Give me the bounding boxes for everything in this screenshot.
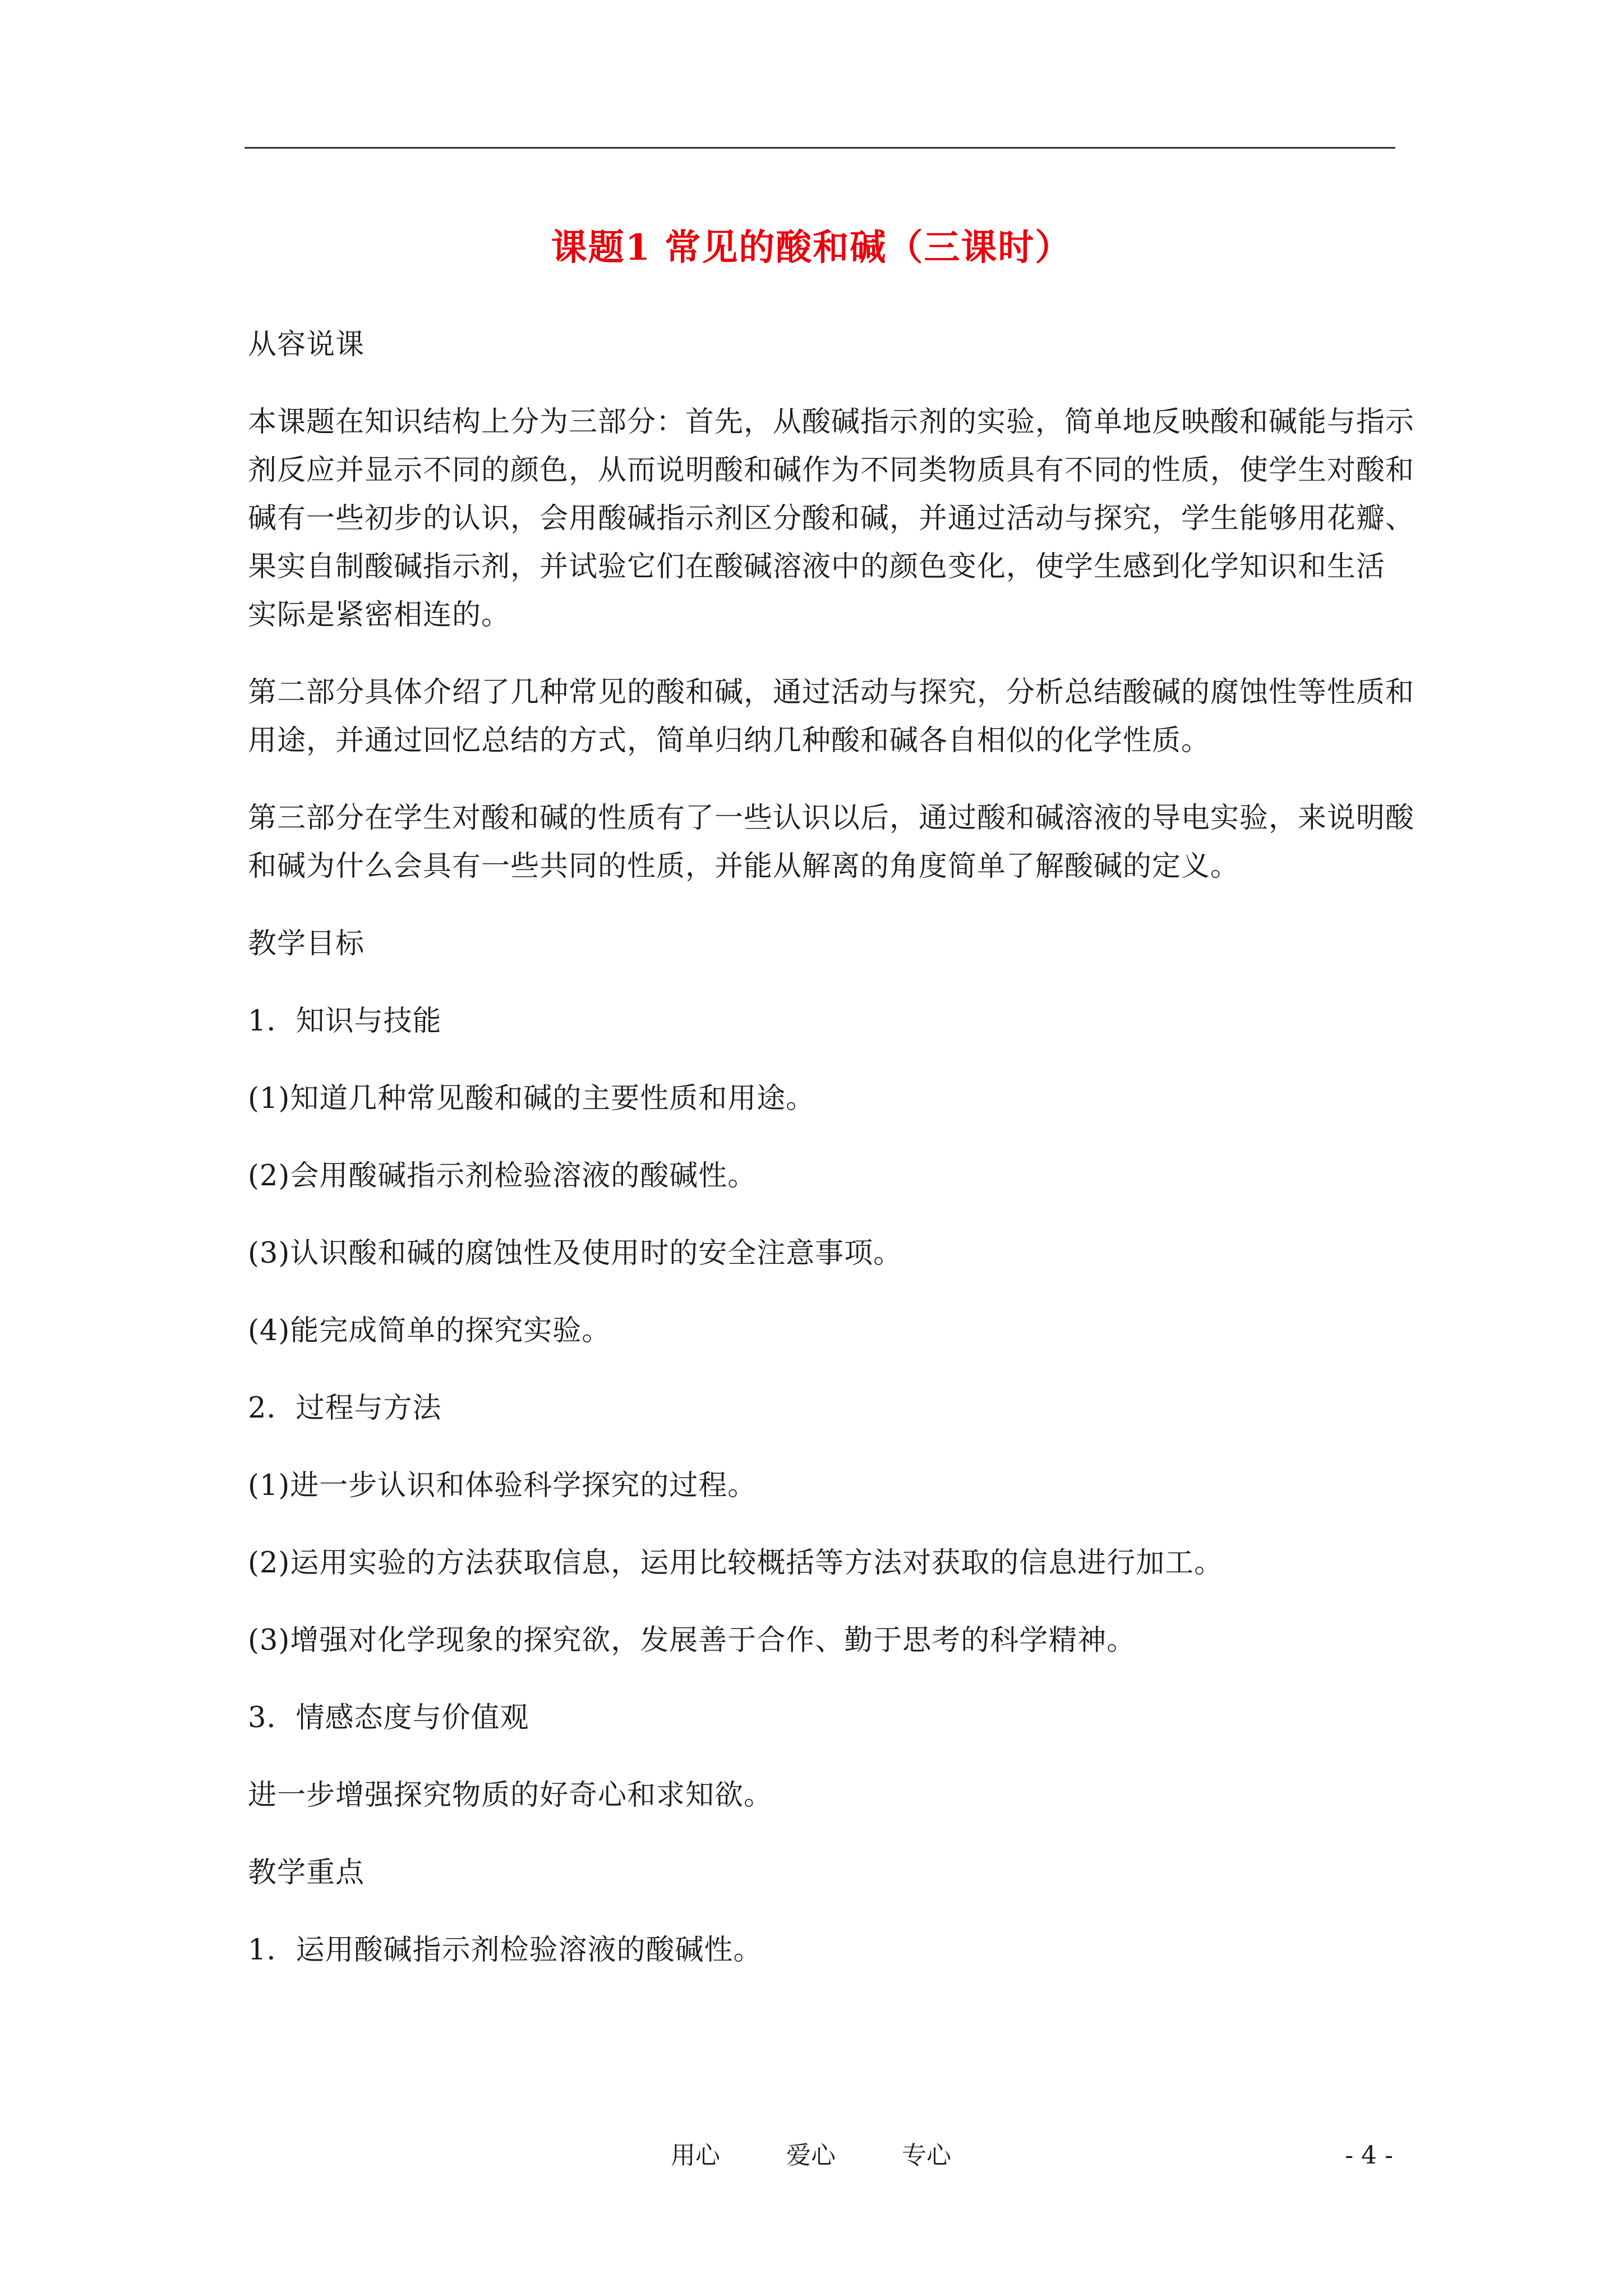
page-footer [0, 2136, 1623, 2175]
list-item: (3)增强对化学现象的探究欲，发展善于合作、勤于思考的科学精神。 [248, 1624, 1136, 1657]
text-line: 第三部分在学生对酸和碱的性质有了一些认识以后，通过酸和碱溶液的导电实验，来说明酸 [248, 802, 1415, 835]
subheading-attitudes-values: 3．情感态度与价值观 [248, 1701, 529, 1734]
paragraph-3 [248, 794, 1415, 891]
text-line: 第二部分具体介绍了几种常见的酸和碱，通过活动与探究，分析总结酸碱的腐蚀性等性质和 [248, 676, 1415, 709]
paragraph-1 [248, 398, 1415, 639]
footer-motto-word: 专心 [902, 2141, 951, 2170]
list-item: (1)知道几种常见酸和碱的主要性质和用途。 [248, 1082, 815, 1115]
section-heading-intro: 从容说课 [248, 328, 365, 361]
text-line: 碱有一些初步的认识，会用酸碱指示剂区分酸和碱，并通过活动与探究，学生能够用花瓣、 [248, 502, 1415, 535]
text-line: 用途，并通过回忆总结的方式，简单归纳几种酸和碱各自相似的化学性质。 [248, 724, 1211, 757]
paragraph-2 [248, 669, 1415, 765]
section-heading-focus: 教学重点 [248, 1856, 365, 1889]
page-number: - 4 - [1345, 2141, 1393, 2170]
subheading-knowledge-skills: 1．知识与技能 [248, 1005, 442, 1038]
list-item: 1．运用酸碱指示剂检验溶液的酸碱性。 [248, 1934, 763, 1967]
list-item: (3)认识酸和碱的腐蚀性及使用时的安全注意事项。 [248, 1237, 903, 1270]
text-line: 剂反应并显示不同的颜色，从而说明酸和碱作为不同类物质具有不同的性质，使学生对酸和 [248, 454, 1415, 487]
footer-motto-word: 爱心 [786, 2141, 836, 2170]
subheading-process-methods: 2．过程与方法 [248, 1392, 442, 1425]
text-line: 本课题在知识结构上分为三部分：首先，从酸碱指示剂的实验，简单地反映酸和碱能与指示 [248, 406, 1415, 439]
list-item: (1)进一步认识和体验科学探究的过程。 [248, 1469, 757, 1502]
footer-motto-word: 用心 [671, 2141, 720, 2170]
footer-motto [671, 2136, 951, 2175]
header-rule [245, 147, 1395, 149]
text-line: 进一步增强探究物质的好奇心和求知欲。 [248, 1779, 773, 1812]
list-item: (2)运用实验的方法获取信息，运用比较概括等方法对获取的信息进行加工。 [248, 1547, 1224, 1580]
text-line: 果实自制酸碱指示剂，并试验它们在酸碱溶液中的颜色变化，使学生感到化学知识和生活 [248, 550, 1386, 583]
document-title: 课题1 常见的酸和碱（三课时） [551, 227, 1072, 269]
list-item: (2)会用酸碱指示剂检验溶液的酸碱性。 [248, 1159, 757, 1193]
list-item: (4)能完成简单的探究实验。 [248, 1314, 611, 1347]
document-body [248, 321, 1415, 1975]
text-line: 和碱为什么会具有一些共同的性质，并能从解离的角度简单了解酸碱的定义。 [248, 850, 1240, 883]
section-heading-goals: 教学目标 [248, 927, 365, 960]
text-line: 实际是紧密相连的。 [248, 599, 511, 632]
